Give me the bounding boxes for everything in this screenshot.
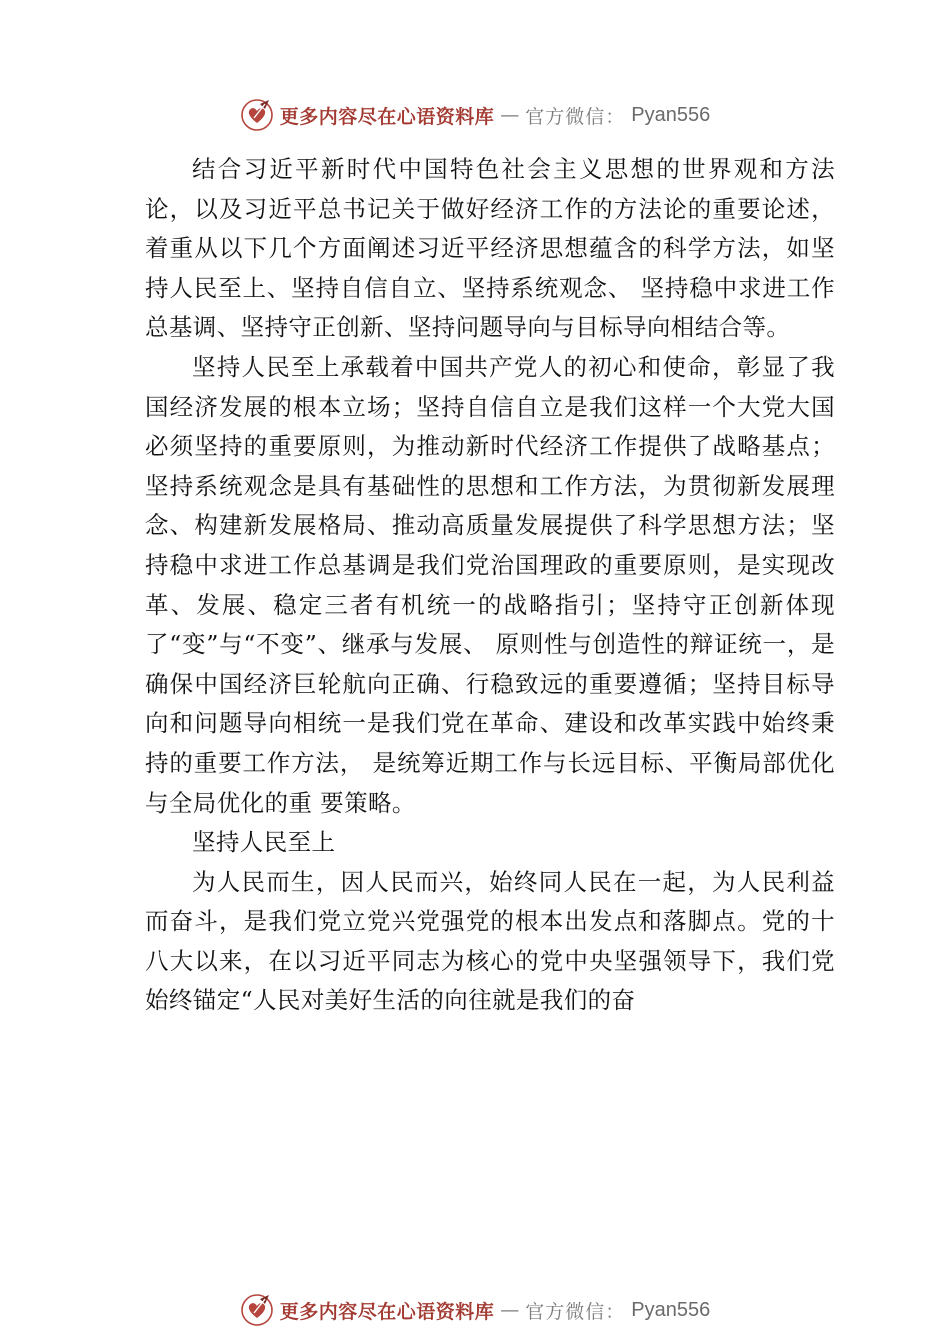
- header-separator: —: [500, 104, 520, 126]
- paragraph-intro: 结合习近平新时代中国特色社会主义思想的世界观和方法论，以及习近平总书记关于做好经济工作的方法论的重要论述，着重从以下几个方面阐述习近平经济思想蕴含的科学方法，如坚持人民至上、坚持自信自立、坚持系统观念、 坚持稳中求进工作总基调、坚持守正创新、坚持问题导向与目标导向相结合等。: [145, 155, 835, 342]
- header-wechat-id: Pyan556: [631, 103, 711, 126]
- header-contact-label: 官方微信：: [525, 105, 626, 128]
- paragraph-people-first: 为人民而生，因人民而兴，始终同人民在一起，为人民利益而奋斗，是我们党立党兴党强党的根本出发点和落脚点。党的十八大以来，在以习近平同志为核心的党中央坚强领导下，我们党始终锚定“人民对美好生活的向往就是我们的奋: [145, 867, 835, 1015]
- footer-separator: —: [500, 1299, 520, 1321]
- footer-contact-label: 官方微信：: [525, 1300, 626, 1323]
- footer-wechat-id: Pyan556: [631, 1298, 711, 1321]
- header-banner: [0, 95, 950, 135]
- section-heading: 坚持人民至上: [192, 828, 336, 857]
- footer-brand-text: 更多内容尽在心语资料库: [279, 1300, 495, 1323]
- heart-pen-logo-icon: [240, 98, 274, 132]
- header-brand-text: 更多内容尽在心语资料库: [279, 105, 495, 128]
- document-body: [145, 150, 835, 1021]
- heart-pen-logo-icon: [240, 1293, 274, 1327]
- footer-banner: [0, 1290, 950, 1330]
- paragraph-summary: 坚持人民至上承载着中国共产党人的初心和使命，彰显了我国经济发展的根本立场；坚持自信自立是我们这样一个大党大国必须坚持的重要原则，为推动新时代经济工作提供了战略基点；坚持系统观念是具有基础性的思想和工作方法，为贯彻新发展理念、构建新发展格局、推动高质量发展提供了科学思想方法；坚持稳中求进工作总基调是我们党治国理政的重要原则，是实现改革、发展、稳定三者有机统一的战略指引；坚持守正创新体现了“变”与“不变”、继承与发展、 原则性与创造性的辩证统一，是确保中国经济巨轮航向正确、行稳致远的重要遵循；坚持目标导向和问题导向相统一是我们党在革命、建设和改革实践中始终秉持的重要工作方法， 是统筹近期工作与长远目标、平衡局部优化与全局优化的重 要策略。: [145, 352, 835, 817]
